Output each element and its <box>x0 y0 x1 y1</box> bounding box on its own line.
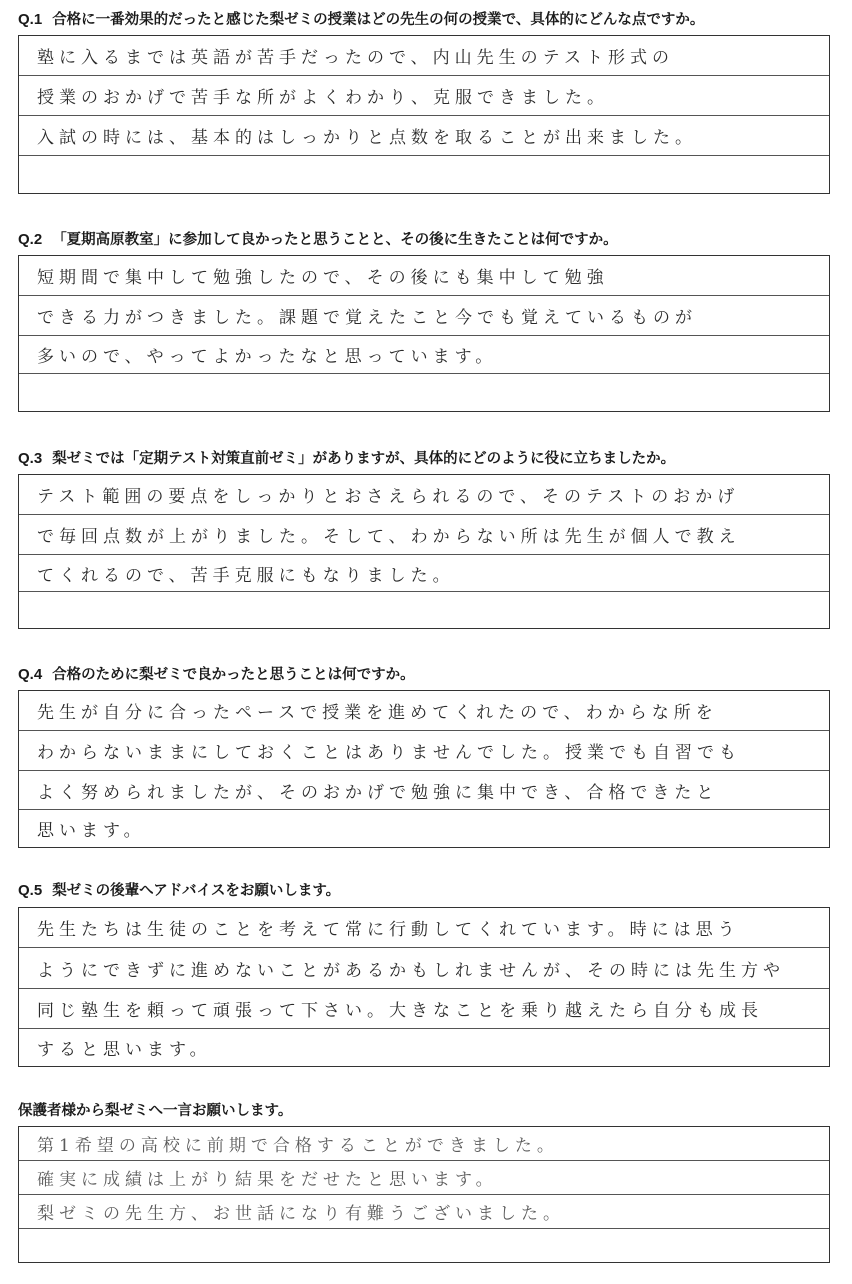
answer-box <box>18 255 830 412</box>
answer-line: 確実に成績は上がり結果をだせたと思います。 <box>19 1161 829 1195</box>
question-text: 保護者様から梨ゼミへ一言お願いします。 <box>18 1103 293 1119</box>
question-number: Q.4 <box>18 666 43 683</box>
question-text: 梨ゼミの後輩へアドバイスをお願いします。 <box>52 883 341 899</box>
answer-line: 梨ゼミの先生方、お世話になり有難うございました。 <box>19 1195 829 1229</box>
answer-line: 多いので、やってよかったなと思っています。 <box>19 336 829 374</box>
answer-line <box>19 374 829 410</box>
answer-line: 授業のおかげで苦手な所がよくわかり、克服できました。 <box>19 76 829 116</box>
question-number: Q.1 <box>18 11 43 28</box>
answer-box <box>18 474 830 629</box>
question-heading <box>18 664 415 686</box>
answer-line: すると思います。 <box>37 1039 212 1060</box>
answer-box <box>18 1126 830 1263</box>
answer-line: できる力がつきました。課題で覚えたこと今でも覚えているものが <box>19 296 829 336</box>
answer-line: 塾に入るまでは英語が苦手だったので、内山先生のテスト形式の <box>19 36 829 76</box>
answer-box <box>18 35 830 194</box>
question-number: Q.5 <box>18 882 43 899</box>
answer-line <box>19 592 829 627</box>
question-heading <box>18 448 675 470</box>
answer-line: 先生たちは生徒のことを考えて常に行動してくれています。時には思う <box>19 908 829 948</box>
question-heading <box>18 9 704 31</box>
answer-line <box>19 156 829 192</box>
answer-line: 先生が自分に合ったペースで授業を進めてくれたので、わからな所を <box>19 691 829 731</box>
answer-line: 入試の時には、基本的はしっかりと点数を取ることが出来ました。 <box>19 116 829 156</box>
answer-line: わからないままにしておくことはありませんでした。授業でも自習でも <box>19 731 829 771</box>
question-heading <box>18 229 618 251</box>
question-text: 合格のために梨ゼミで良かったと思うことは何ですか。 <box>52 667 415 683</box>
answer-line: 同じ塾生を頼って頑張って下さい。大きなことを乗り越えたら自分も成長 <box>19 989 829 1029</box>
question-heading <box>18 880 340 902</box>
answer-line: で毎回点数が上がりました。そして、わからない所は先生が個人で教え <box>19 515 829 555</box>
answer-line: テスト範囲の要点をしっかりとおさえられるので、そのテストのおかげ <box>19 475 829 515</box>
question-number: Q.2 <box>18 231 43 248</box>
question-text: 「夏期高原教室」に参加して良かったと思うことと、その後に生きたことは何ですか。 <box>52 232 618 248</box>
question-heading <box>18 1100 292 1122</box>
answer-line: てくれるので、苦手克服にもなりました。 <box>19 555 829 592</box>
answer-line: 思います。 <box>37 820 146 841</box>
question-text: 梨ゼミでは「定期テスト対策直前ゼミ」がありますが、具体的にどのように役に立ちましたか。 <box>52 451 676 467</box>
answer-box <box>18 690 830 848</box>
answer-line: ようにできずに進めないことがあるかもしれませんが、その時には先生方や <box>19 948 829 989</box>
answer-line <box>19 1229 829 1261</box>
answer-line: 第1希望の高校に前期で合格することができました。 <box>19 1127 829 1161</box>
answer-box <box>18 907 830 1067</box>
question-text: 合格に一番効果的だったと感じた梨ゼミの授業はどの先生の何の授業で、具体的にどんな点ですか。 <box>52 12 705 28</box>
question-number: Q.3 <box>18 450 43 467</box>
answer-line: 短期間で集中して勉強したので、その後にも集中して勉強 <box>19 256 829 296</box>
answer-line: よく努められましたが、そのおかげで勉強に集中でき、合格できたと <box>19 771 829 810</box>
